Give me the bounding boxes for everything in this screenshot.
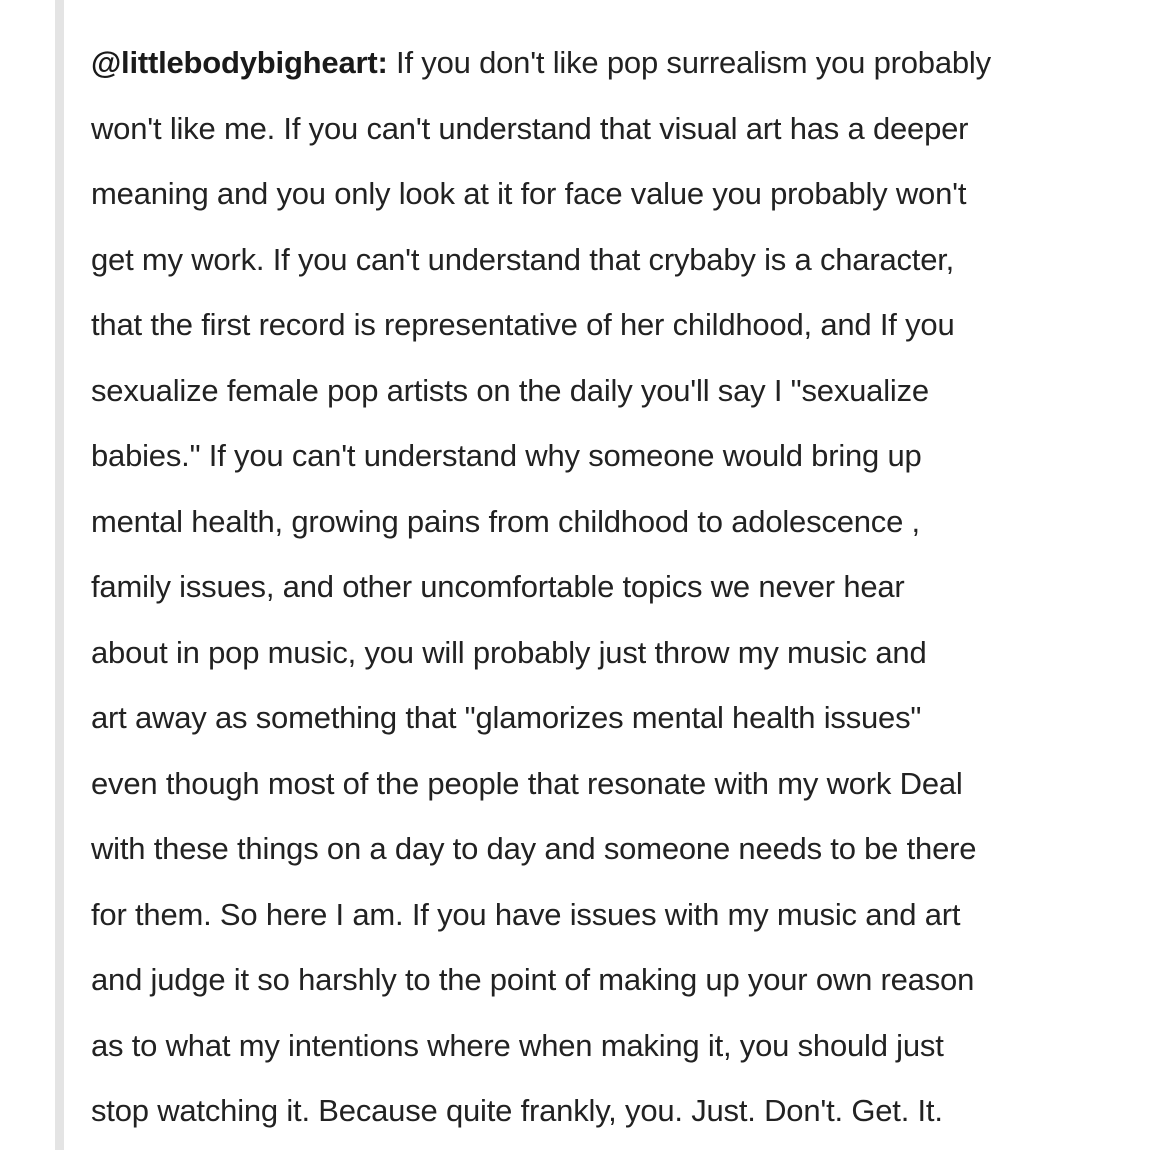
post-text: If you don't like pop surrealism you probably	[387, 45, 991, 80]
post-line: that the first record is representative of her childhood, and If you	[91, 307, 955, 342]
post-line: family issues, and other uncomfortable topics we never hear	[91, 569, 905, 604]
post-line: meaning and you only look at it for face value you probably won't	[91, 176, 967, 211]
post-line: sexualize female pop artists on the daily you'll say I "sexualize	[91, 372, 929, 408]
post-line: for them. So here I am. If you have issues with my music and art	[91, 896, 961, 932]
post-line: and judge it so harshly to the point of making up your own reason	[91, 962, 975, 997]
post-line: won't like me. If you can't understand that visual art has a deeper	[91, 110, 969, 146]
post-line: even though most of the people that resonate with my work Deal	[91, 765, 963, 801]
quoted-post-body	[91, 30, 1153, 1144]
post-line: about in pop music, you will probably just throw my music and	[91, 634, 927, 670]
post-line: art away as something that "glamorizes mental health issues"	[91, 700, 922, 735]
post-line	[91, 30, 1153, 96]
post-line: get my work. If you can't understand that crybaby is a character,	[91, 241, 955, 277]
blockquote-bar	[55, 0, 64, 1150]
post-line: stop watching it. Because quite frankly, you. Just. Don't. Get. It.	[91, 1093, 943, 1128]
post-line: mental health, growing pains from childhood to adolescence ,	[91, 503, 920, 539]
post-line: babies." If you can't understand why someone would bring up	[91, 438, 922, 473]
post-line: with these things on a day to day and someone needs to be there	[91, 831, 977, 866]
username-link[interactable]: @littlebodybigheart:	[91, 45, 388, 80]
post-line: as to what my intentions where when making it, you should just	[91, 1027, 944, 1063]
